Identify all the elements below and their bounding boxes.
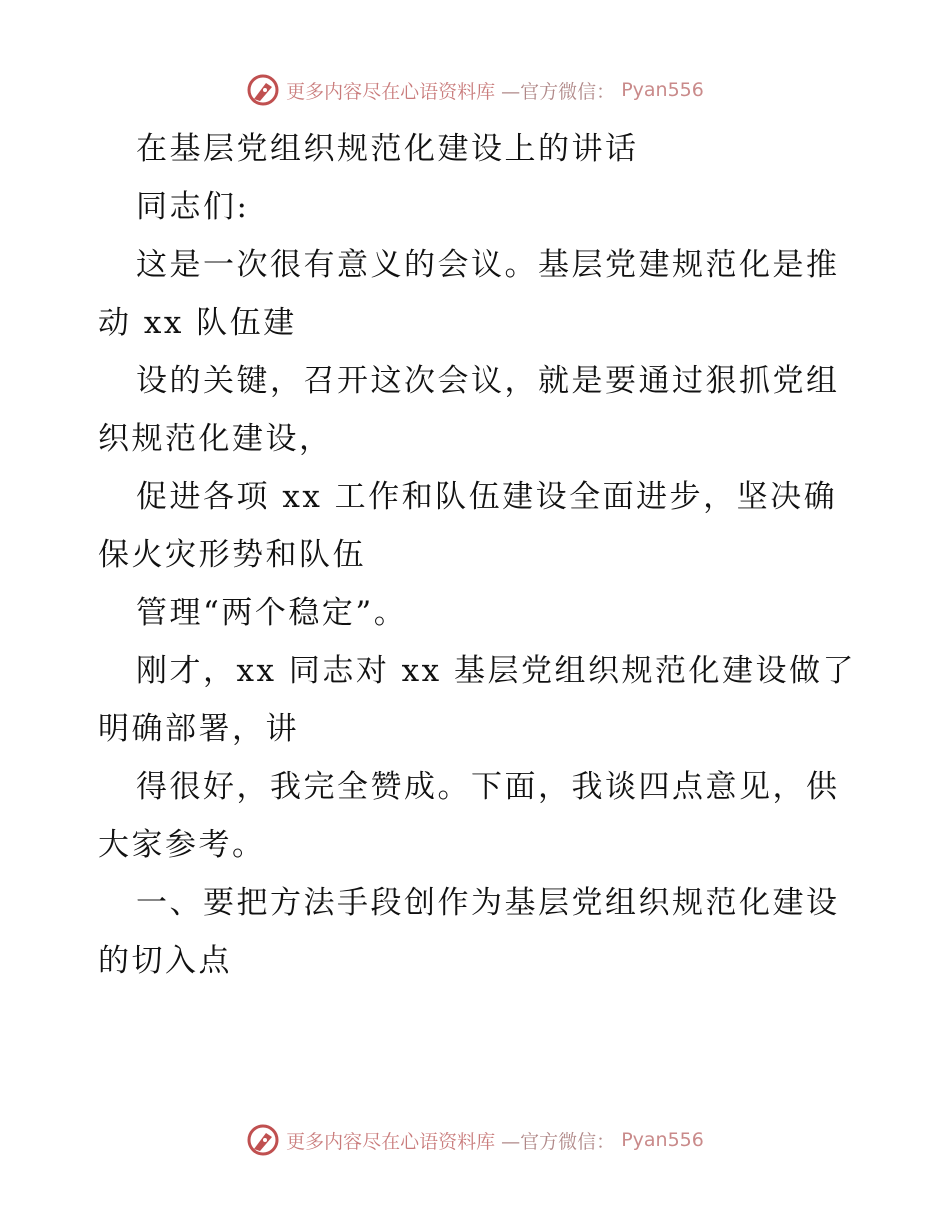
paragraph-line: 保火灾形势和队伍 [98, 537, 366, 573]
watermark-label: —官方微信： [501, 80, 616, 103]
footer-watermark [0, 1120, 950, 1160]
paragraph-line: 促进各项 xx 工作和队伍建设全面进步，坚决确 [136, 479, 838, 515]
paragraph-line: 刚才，xx 同志对 xx 基层党组织规范化建设做了 [136, 653, 856, 689]
paragraph-line: 织规范化建设， [98, 421, 333, 457]
salutation: 同志们: [136, 189, 250, 225]
paragraph-line: 设的关键，召开这次会议，就是要通过狠抓党组 [136, 363, 840, 399]
paragraph-line: 大家参考。 [98, 827, 266, 863]
section-heading: 一、要把方法手段创作为基层党组织规范化建设 [136, 885, 840, 921]
document-title: 在基层党组织规范化建设上的讲话 [136, 131, 639, 167]
section-heading: 的切入点 [98, 943, 232, 979]
paragraph-line: 这是一次很有意义的会议。基层党建规范化是推 [136, 247, 840, 283]
watermark-text: 更多内容尽在心语资料库 [286, 1130, 496, 1153]
paragraph-line: 明确部署，讲 [98, 711, 299, 747]
pen-nib-icon [246, 1123, 280, 1157]
watermark-label: —官方微信： [501, 1130, 616, 1153]
paragraph-line: 管理“两个稳定”。 [136, 595, 408, 631]
header-watermark [0, 70, 950, 110]
paragraph-line: 得很好，我完全赞成。下面，我谈四点意见，供 [136, 769, 840, 805]
paragraph-line: 动 xx 队伍建 [98, 305, 297, 341]
watermark-wechat-id: Pyan556 [621, 79, 704, 101]
watermark-text: 更多内容尽在心语资料库 [286, 80, 496, 103]
pen-nib-icon [246, 73, 280, 107]
watermark-wechat-id: Pyan556 [621, 1129, 704, 1151]
document-body [98, 120, 858, 990]
